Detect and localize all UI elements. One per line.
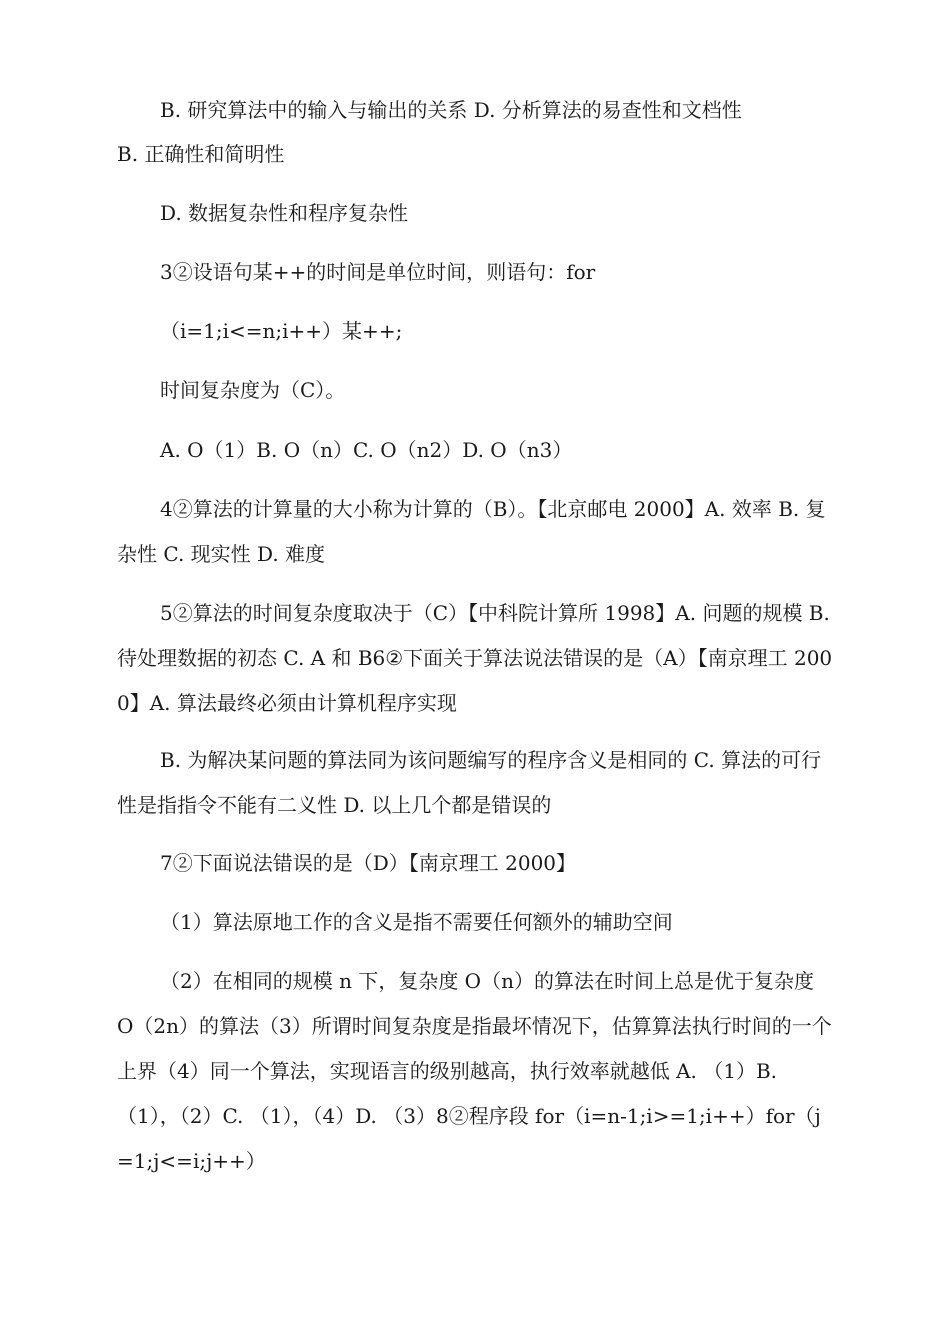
paragraph-8: 4②算法的计算量的大小称为计算的（B）。【北京邮电 2000】A. 效率 B. 复杂性 C. 现实性 D. 难度 (117, 497, 826, 566)
paragraph-12: （1）算法原地工作的含义是指不需要任何额外的辅助空间 (160, 910, 673, 934)
paragraph-10: B. 为解决某问题的算法同为该问题编写的程序含义是相同的 C. 算法的可行性是指指令不能有二义性 D. 以上几个都是错误的 (117, 748, 822, 817)
paragraph-7: A. O（1）B. O（n）C. O（n2）D. O（n3） (160, 438, 573, 462)
paragraph-3: D. 数据复杂性和程序复杂性 (160, 201, 409, 225)
paragraph-5: （i=1;i<=n;i++）某++; (160, 319, 403, 343)
paragraph-4: 3②设语句某++的时间是单位时间，则语句：for (160, 260, 596, 284)
paragraph-6: 时间复杂度为（C）。 (160, 378, 346, 402)
paragraph-1: B. 研究算法中的输入与输出的关系 D. 分析算法的易查性和文档性 (160, 98, 742, 122)
paragraph-2: B. 正确性和简明性 (117, 142, 285, 166)
paragraph-13: （2）在相同的规模 n 下，复杂度 O（n）的算法在时间上总是优于复杂度 O（2n）的算法（3）所谓时间复杂度是指最坏情况下，估算算法执行时间的一个上界（4）同一个算法，实现语言的级别越高，执行效率就越低 A. （1）B. （1），（2）C. （1），（4）D. （3）8②程序段 for（i=n-1;i>=1;i++）for（j=1;j<=i;j++） (117, 969, 832, 1173)
paragraph-11: 7②下面说法错误的是（D）【南京理工 2000】 (160, 851, 577, 875)
paragraph-9: 5②算法的时间复杂度取决于（C）【中科院计算所 1998】A. 问题的规模 B. 待处理数据的初态 C. A 和 B6②下面关于算法说法错误的是（A）【南京理工 2000】A. 算法最终必须由计算机程序实现 (117, 601, 833, 715)
